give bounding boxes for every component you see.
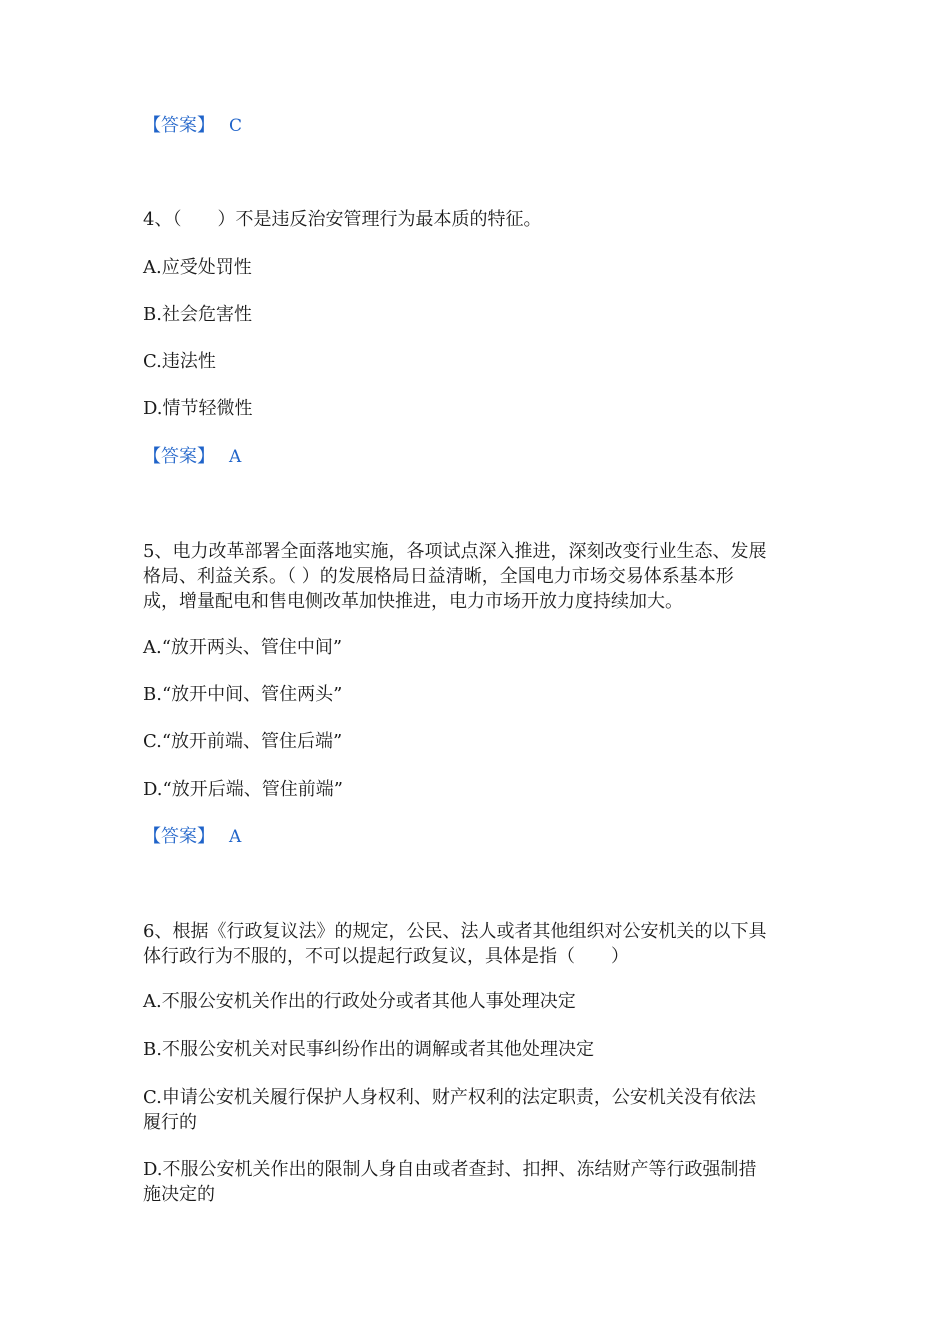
- option-line: 履行的: [143, 1112, 197, 1133]
- stem-line: 成，增量配电和售电侧改革加快推进，电力市场开放力度持续加大。: [143, 591, 683, 612]
- answer-label: 【答案】: [143, 446, 215, 467]
- question-stem-q4: 4、（ ）不是违反治安管理行为最本质的特征。: [143, 209, 542, 230]
- option-q4-c: C.违法性: [143, 351, 216, 372]
- answer-value: A: [229, 827, 242, 847]
- option-line: D.不服公安机关作出的限制人身自由或者查封、扣押、冻结财产等行政强制措: [143, 1159, 757, 1180]
- answer-label: 【答案】: [143, 115, 215, 136]
- answer-value: C: [229, 116, 243, 136]
- stem-line: 体行政行为不服的，不可以提起行政复议，具体是指（ ）: [143, 946, 629, 967]
- option-line: 施决定的: [143, 1184, 215, 1205]
- option-q4-b: B.社会危害性: [143, 304, 252, 325]
- option-line: C.申请公安机关履行保护人身权利、财产权利的法定职责，公安机关没有依法: [143, 1087, 756, 1108]
- stem-line: 6、根据《行政复议法》的规定，公民、法人或者其他组织对公安机关的以下具: [143, 921, 767, 942]
- option-q6-a: A.不服公安机关作出的行政处分或者其他人事处理决定: [143, 991, 576, 1012]
- question-stem-q5: [143, 539, 813, 614]
- option-q5-a: A.“放开两头、管住中间”: [143, 637, 343, 658]
- option-q6-c: [143, 1085, 813, 1135]
- option-q4-a: A.应受处罚性: [143, 257, 252, 278]
- option-q6-b: B.不服公安机关对民事纠纷作出的调解或者其他处理决定: [143, 1039, 594, 1060]
- answer-row-q3: [143, 114, 242, 138]
- answer-label: 【答案】: [143, 826, 215, 847]
- stem-line: 5、电力改革部署全面落地实施，各项试点深入推进，深刻改变行业生态、发展: [143, 541, 767, 562]
- stem-line: 格局、利益关系。（ ）的发展格局日益清晰，全国电力市场交易体系基本形: [143, 566, 734, 587]
- option-q5-c: C.“放开前端、管住后端”: [143, 731, 343, 752]
- answer-row-q4: [143, 445, 241, 469]
- option-q6-d: [143, 1157, 813, 1207]
- option-q5-b: B.“放开中间、管住两头”: [143, 684, 343, 705]
- answer-value: A: [229, 447, 242, 467]
- answer-row-q5: [143, 825, 241, 849]
- question-stem-q6: [143, 919, 813, 969]
- option-q4-d: D.情节轻微性: [143, 398, 253, 419]
- option-q5-d: D.“放开后端、管住前端”: [143, 779, 343, 800]
